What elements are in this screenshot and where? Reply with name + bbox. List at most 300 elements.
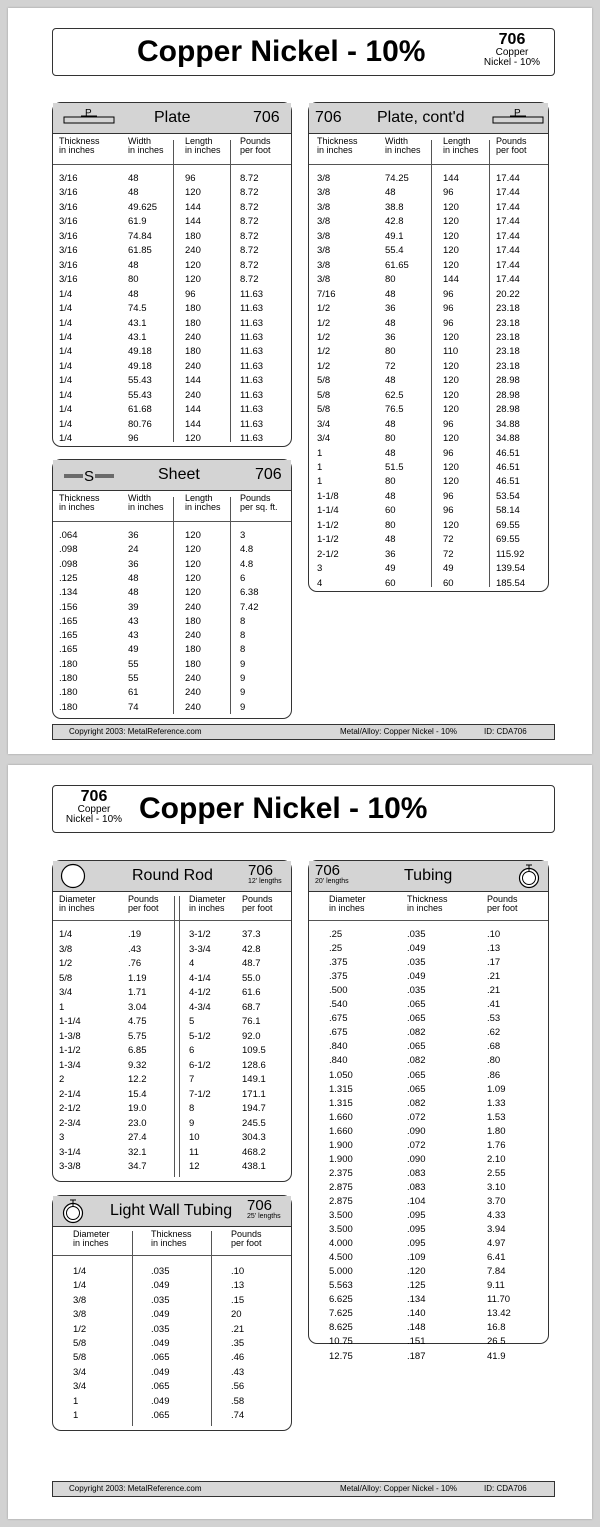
table-cell: 1-3/4 <box>59 1059 81 1071</box>
table-cell: 180 <box>185 644 201 656</box>
table-cell: 1 <box>59 1001 65 1013</box>
table-cell: 17.44 <box>496 230 520 242</box>
table-cell: .049 <box>151 1280 170 1292</box>
table-cell: .035 <box>407 985 426 997</box>
table-cell: 61.85 <box>128 245 152 257</box>
column-header-line2: per foot <box>240 145 271 155</box>
table-cell: 23.18 <box>496 317 520 329</box>
column-header-line1: Thickness <box>317 136 358 146</box>
table-cell: 68.7 <box>242 1001 261 1013</box>
table-cell: .13 <box>487 943 501 955</box>
table-cell: .74 <box>231 1410 245 1421</box>
table-cell: 120 <box>443 201 459 213</box>
column-header-line1: Width <box>128 493 152 503</box>
table-cell: 12.75 <box>329 1350 353 1362</box>
table-cell: 48 <box>385 288 396 300</box>
table-cell: 34.7 <box>128 1161 147 1172</box>
table-cell: 144 <box>185 418 201 430</box>
sheet-panel-header <box>53 460 291 491</box>
footer-id: ID: CDA706 <box>484 727 527 736</box>
light-wall-tubing-id <box>247 1199 281 1221</box>
table-cell: 120 <box>185 572 201 584</box>
column-header-line2: per foot <box>496 145 527 155</box>
table-cell: 1.09 <box>487 1083 506 1095</box>
header-divider <box>309 164 548 165</box>
table-cell: .065 <box>151 1381 170 1393</box>
table-cell: 1-1/2 <box>59 1045 81 1056</box>
table-cell: .840 <box>329 1055 348 1067</box>
table-cell: 42.8 <box>242 943 261 955</box>
table-cell: .098 <box>59 544 78 556</box>
table-cell: 3/8 <box>317 230 331 242</box>
table-cell: .082 <box>407 1055 426 1067</box>
column-header-line2: per foot <box>242 903 273 913</box>
table-cell: .035 <box>151 1294 170 1306</box>
table-cell: 7 <box>189 1074 195 1085</box>
table-cell: 1/4 <box>59 929 73 940</box>
table-cell: 1/2 <box>317 360 331 372</box>
round-rod-panel <box>52 860 292 1182</box>
table-cell: 1/4 <box>59 418 73 430</box>
table-cell: 3 <box>59 1132 65 1143</box>
table-cell: .165 <box>59 644 78 656</box>
table-cell: 2.875 <box>329 1195 353 1207</box>
table-cell: 5 <box>189 1016 195 1027</box>
table-cell: 55.0 <box>242 972 261 984</box>
table-cell: 1.80 <box>487 1125 506 1137</box>
table-cell: 4-3/4 <box>189 1001 211 1013</box>
alloy-badge <box>59 789 129 825</box>
column-header <box>496 137 527 155</box>
alloy-badge-line1: Copper <box>495 47 529 58</box>
table-cell: 3/8 <box>73 1309 87 1321</box>
table-cell: 17.44 <box>496 259 520 271</box>
table-cell: 185.54 <box>496 577 526 589</box>
table-cell: 1.53 <box>487 1111 506 1123</box>
table-cell: 96 <box>443 418 454 430</box>
column-header-line2: in inches <box>189 903 225 913</box>
table-cell: 27.4 <box>128 1132 147 1143</box>
table-cell: 16.8 <box>487 1322 506 1334</box>
table-cell: .134 <box>59 587 78 599</box>
table-cell: .41 <box>487 999 501 1011</box>
table-cell: 11.63 <box>240 288 264 300</box>
table-cell: 120 <box>185 558 201 570</box>
round-rod-title: Round Rod <box>132 867 213 884</box>
table-cell: 1/4 <box>73 1266 87 1277</box>
column-divider <box>211 1231 212 1426</box>
footer-copyright: Copyright 2003: MetalReference.com <box>69 1484 202 1493</box>
table-cell: 48 <box>128 587 139 599</box>
table-cell: 24 <box>128 544 139 556</box>
table-cell: 1 <box>73 1410 79 1421</box>
table-cell: 2-1/2 <box>59 1103 81 1114</box>
table-cell: .187 <box>407 1350 426 1362</box>
table-cell: .140 <box>407 1308 426 1320</box>
table-cell: 7.84 <box>487 1266 506 1278</box>
table-cell: 1.660 <box>329 1111 353 1123</box>
table-cell: 55.4 <box>385 245 404 257</box>
table-cell: 96 <box>185 288 196 300</box>
column-header-line1: Pounds <box>240 493 271 503</box>
table-cell: 3/8 <box>317 245 331 257</box>
table-cell: 49 <box>128 644 139 656</box>
table-cell: 49.1 <box>385 230 404 242</box>
footer-copyright: Copyright 2003: MetalReference.com <box>69 727 202 736</box>
table-cell: 23.18 <box>496 346 520 358</box>
table-cell: 171.1 <box>242 1088 266 1100</box>
table-cell: 120 <box>443 331 459 343</box>
column-divider <box>132 1231 133 1426</box>
column-header <box>242 895 273 913</box>
table-cell: .065 <box>407 999 426 1011</box>
table-cell: 1/2 <box>73 1323 87 1335</box>
column-header-line2: per foot <box>231 1238 262 1248</box>
table-cell: 1/2 <box>59 958 73 969</box>
table-cell: 240 <box>185 360 201 372</box>
table-cell: 20 <box>231 1309 242 1321</box>
table-cell: 11.63 <box>240 389 264 401</box>
table-cell: 115.92 <box>496 548 525 560</box>
table-cell: 48.7 <box>242 958 261 969</box>
column-header <box>240 494 278 512</box>
table-cell: .098 <box>59 558 78 570</box>
table-cell: 11.63 <box>240 360 264 372</box>
table-cell: 9 <box>240 673 246 684</box>
table-cell: 240 <box>185 389 201 401</box>
table-cell: .049 <box>151 1395 170 1407</box>
table-cell: 1-1/2 <box>317 534 339 546</box>
table-cell: 120 <box>443 259 459 271</box>
column-header-line2: per foot <box>487 903 518 913</box>
table-cell: 72 <box>385 360 396 372</box>
table-cell: .151 <box>407 1336 426 1348</box>
table-cell: 1 <box>73 1395 79 1407</box>
table-cell: 36 <box>385 303 396 315</box>
table-cell: .035 <box>151 1323 170 1335</box>
tubing-panel <box>308 860 549 1362</box>
table-cell: 120 <box>443 476 459 488</box>
table-cell: 4-1/4 <box>189 972 211 984</box>
table-cell: 3.500 <box>329 1210 353 1221</box>
title-box <box>52 785 555 833</box>
table-cell: .375 <box>329 957 348 969</box>
table-cell: 2.10 <box>487 1153 506 1165</box>
table-cell: .21 <box>487 971 501 983</box>
table-cell: 180 <box>185 346 201 358</box>
table-cell: 43 <box>128 630 139 642</box>
table-cell: 34.88 <box>496 433 520 445</box>
table-cell: 4.000 <box>329 1238 353 1250</box>
table-cell: 120 <box>185 259 201 271</box>
table-cell: 6.38 <box>240 587 259 599</box>
table-cell: 37.3 <box>242 929 261 940</box>
table-cell: 194.7 <box>242 1103 266 1114</box>
table-cell: .43 <box>128 943 142 955</box>
table-cell: 26.5 <box>487 1336 506 1348</box>
table-cell: .68 <box>487 1041 501 1053</box>
column-header-line2: in inches <box>59 502 95 512</box>
table-cell: 180 <box>185 317 201 329</box>
table-cell: 5-1/2 <box>189 1030 211 1042</box>
table-cell: 3/16 <box>59 216 78 228</box>
header-divider <box>53 521 291 522</box>
table-cell: 5.75 <box>128 1030 147 1042</box>
table-cell: 17.44 <box>496 201 520 213</box>
table-cell: 48 <box>385 490 396 502</box>
sheet-icon-label: S <box>84 468 95 485</box>
table-cell: .125 <box>407 1280 426 1292</box>
table-cell: 3/16 <box>59 187 78 199</box>
table-cell: 1 <box>317 447 323 459</box>
plate-id: 706 <box>253 109 280 126</box>
table-cell: 3.70 <box>487 1195 506 1207</box>
table-cell: 3-1/4 <box>59 1146 81 1158</box>
table-cell: 1 <box>317 462 323 473</box>
table-cell: 69.55 <box>496 519 520 531</box>
table-cell: 180 <box>185 615 201 627</box>
table-cell: 4-1/2 <box>189 987 211 998</box>
table-cell: 61.6 <box>242 987 261 998</box>
table-cell: 1.660 <box>329 1125 353 1137</box>
table-cell: .17 <box>487 957 501 969</box>
table-cell: 240 <box>185 701 201 713</box>
table-cell: .13 <box>231 1280 245 1292</box>
table-cell: 110 <box>443 346 459 358</box>
light-wall-tubing-panel <box>52 1195 292 1431</box>
table-cell: 120 <box>443 360 459 372</box>
table-cell: 120 <box>443 375 459 387</box>
table-cell: 15.4 <box>128 1088 147 1100</box>
table-cell: .10 <box>487 929 501 940</box>
column-divider <box>179 896 180 1177</box>
table-cell: .049 <box>151 1309 170 1321</box>
table-cell: 240 <box>185 245 201 257</box>
table-cell: .46 <box>231 1352 245 1364</box>
table-cell: 80 <box>385 476 396 488</box>
title-box <box>52 28 555 76</box>
table-cell: 8 <box>240 644 246 656</box>
table-cell: 120 <box>443 230 459 242</box>
table-cell: 48 <box>128 259 139 271</box>
table-cell: 5/8 <box>317 389 331 401</box>
table-cell: 48 <box>385 375 396 387</box>
table-cell: 23.18 <box>496 303 520 315</box>
table-cell: 1/2 <box>317 317 331 329</box>
plate-contd-panel-header <box>309 103 548 134</box>
page-2 <box>8 765 592 1519</box>
table-cell: 92.0 <box>242 1030 261 1042</box>
table-cell: 149.1 <box>242 1074 266 1085</box>
table-cell: 76.1 <box>242 1016 261 1027</box>
table-cell: 144 <box>185 404 201 416</box>
table-cell: 8.72 <box>240 230 259 242</box>
table-cell: .072 <box>407 1111 426 1123</box>
table-cell: 8.72 <box>240 259 259 271</box>
table-cell: 438.1 <box>242 1161 266 1172</box>
table-cell: 43.1 <box>128 331 147 343</box>
table-cell: 74.25 <box>385 173 409 184</box>
table-cell: 49.18 <box>128 360 152 372</box>
table-cell: 120 <box>185 544 201 556</box>
alloy-badge-line1: Copper <box>77 804 111 815</box>
table-cell: 2-1/2 <box>317 548 339 560</box>
table-cell: 3/16 <box>59 230 78 242</box>
column-header-line2: in inches <box>385 145 421 155</box>
sheet-panel <box>52 459 292 719</box>
column-header-line1: Thickness <box>59 136 100 146</box>
table-cell: .180 <box>59 701 78 713</box>
table-cell: 48 <box>128 572 139 584</box>
table-cell: 80 <box>385 346 396 358</box>
table-cell: 144 <box>443 274 459 286</box>
table-cell: 1.33 <box>487 1097 506 1109</box>
column-header-line2: in inches <box>59 145 95 155</box>
table-cell: 17.44 <box>496 187 520 199</box>
table-cell: 96 <box>185 173 196 184</box>
table-cell: 3/16 <box>59 245 78 257</box>
sheet-id: 706 <box>255 466 282 483</box>
table-cell: 10 <box>189 1132 200 1143</box>
tubing-panel-header <box>309 861 548 892</box>
table-cell: 3.500 <box>329 1224 353 1236</box>
sheet-icon <box>63 466 115 484</box>
tube-icon <box>516 863 542 889</box>
table-cell: 1/4 <box>73 1280 87 1292</box>
table-cell: 17.44 <box>496 173 520 184</box>
column-header-line2: in inches <box>329 903 365 913</box>
table-cell: .540 <box>329 999 348 1011</box>
table-cell: 120 <box>185 187 201 199</box>
table-cell: .148 <box>407 1322 426 1334</box>
plate-title: Plate <box>154 109 191 126</box>
column-header-line2: in inches <box>128 145 164 155</box>
light-wall-tubing-id-number: 706 <box>247 1197 273 1214</box>
table-cell: 5/8 <box>59 972 73 984</box>
table-cell: 17.44 <box>496 274 520 286</box>
table-cell: 17.44 <box>496 245 520 257</box>
table-cell: .090 <box>407 1153 426 1165</box>
light-wall-tubing-panel-header <box>53 1196 291 1227</box>
table-cell: 1.315 <box>329 1083 353 1095</box>
column-header-line2: in inches <box>185 145 221 155</box>
table-cell: .10 <box>231 1266 245 1277</box>
table-cell: .082 <box>407 1027 426 1039</box>
table-cell: 3/8 <box>317 173 331 184</box>
table-cell: .15 <box>231 1294 245 1306</box>
table-cell: .675 <box>329 1013 348 1025</box>
table-cell: 11.63 <box>240 303 264 315</box>
footer-metal: Metal/Alloy: Copper Nickel - 10% <box>340 1484 457 1493</box>
table-cell: 120 <box>185 433 201 445</box>
table-cell: 72 <box>443 534 454 546</box>
alloy-badge-line2: Nickel - 10% <box>483 57 541 68</box>
table-cell: 468.2 <box>242 1146 266 1158</box>
table-cell: 8 <box>240 630 246 642</box>
column-header <box>128 137 164 155</box>
table-cell: .072 <box>407 1139 426 1151</box>
table-cell: 61 <box>128 687 139 699</box>
table-cell: .082 <box>407 1097 426 1109</box>
table-cell: .35 <box>231 1338 245 1349</box>
table-cell: 3/8 <box>73 1294 87 1306</box>
table-cell: 55 <box>128 673 139 684</box>
table-cell: .065 <box>151 1410 170 1421</box>
table-cell: 8.72 <box>240 274 259 286</box>
column-header <box>128 494 164 512</box>
table-cell: 11.63 <box>240 346 264 358</box>
table-cell: .180 <box>59 687 78 699</box>
table-cell: 8.72 <box>240 187 259 199</box>
round-rod-panel-header <box>53 861 291 892</box>
column-header-line1: Length <box>185 493 213 503</box>
table-cell: .675 <box>329 1027 348 1039</box>
table-cell: 120 <box>185 530 201 541</box>
table-cell: .56 <box>231 1381 245 1393</box>
table-cell: 11.70 <box>487 1294 511 1306</box>
plate-icon <box>63 109 115 125</box>
table-cell: 48 <box>385 534 396 546</box>
table-cell: 2-1/4 <box>59 1088 81 1100</box>
table-cell: 6 <box>240 572 246 584</box>
table-cell: .035 <box>151 1266 170 1277</box>
table-cell: 304.3 <box>242 1132 266 1143</box>
column-header-line1: Thickness <box>59 493 100 503</box>
table-cell: 74 <box>128 701 139 713</box>
table-cell: 139.54 <box>496 563 526 575</box>
plate-contd-panel <box>308 102 549 592</box>
tubing-title: Tubing <box>404 867 453 884</box>
table-cell: 3/16 <box>59 274 78 286</box>
table-cell: 23.18 <box>496 360 520 372</box>
table-cell: 1/2 <box>317 331 331 343</box>
column-header <box>317 137 358 155</box>
column-header-line2: in inches <box>128 502 164 512</box>
table-cell: 12.2 <box>128 1074 147 1085</box>
table-cell: 48 <box>385 317 396 329</box>
footer <box>52 1481 555 1497</box>
alloy-badge <box>477 32 547 68</box>
table-cell: 8.72 <box>240 201 259 213</box>
table-cell: 2.55 <box>487 1167 506 1179</box>
table-cell: 48 <box>128 173 139 184</box>
column-header <box>329 895 366 913</box>
table-cell: 48 <box>128 187 139 199</box>
column-header-line1: Pounds <box>231 1229 262 1239</box>
table-cell: 36 <box>385 331 396 343</box>
table-cell: 240 <box>185 673 201 684</box>
column-header-line1: Thickness <box>151 1229 192 1239</box>
table-cell: 49 <box>443 563 454 575</box>
table-cell: .43 <box>231 1366 245 1378</box>
table-cell: 3/8 <box>317 274 331 286</box>
table-cell: .21 <box>231 1323 245 1335</box>
column-header-line1: Width <box>128 136 152 146</box>
table-cell: 240 <box>185 331 201 343</box>
column-divider <box>173 140 174 442</box>
table-cell: 36 <box>385 548 396 560</box>
table-cell: 144 <box>185 216 201 228</box>
table-cell: 3/16 <box>59 201 78 213</box>
column-header-line1: Length <box>185 136 213 146</box>
column-header-line1: Diameter <box>73 1229 110 1239</box>
table-cell: 120 <box>185 587 201 599</box>
table-cell: 43 <box>128 615 139 627</box>
table-cell: 1.315 <box>329 1097 353 1109</box>
table-cell: 120 <box>443 404 459 416</box>
table-cell: 17.44 <box>496 216 520 228</box>
table-cell: .53 <box>487 1013 501 1025</box>
